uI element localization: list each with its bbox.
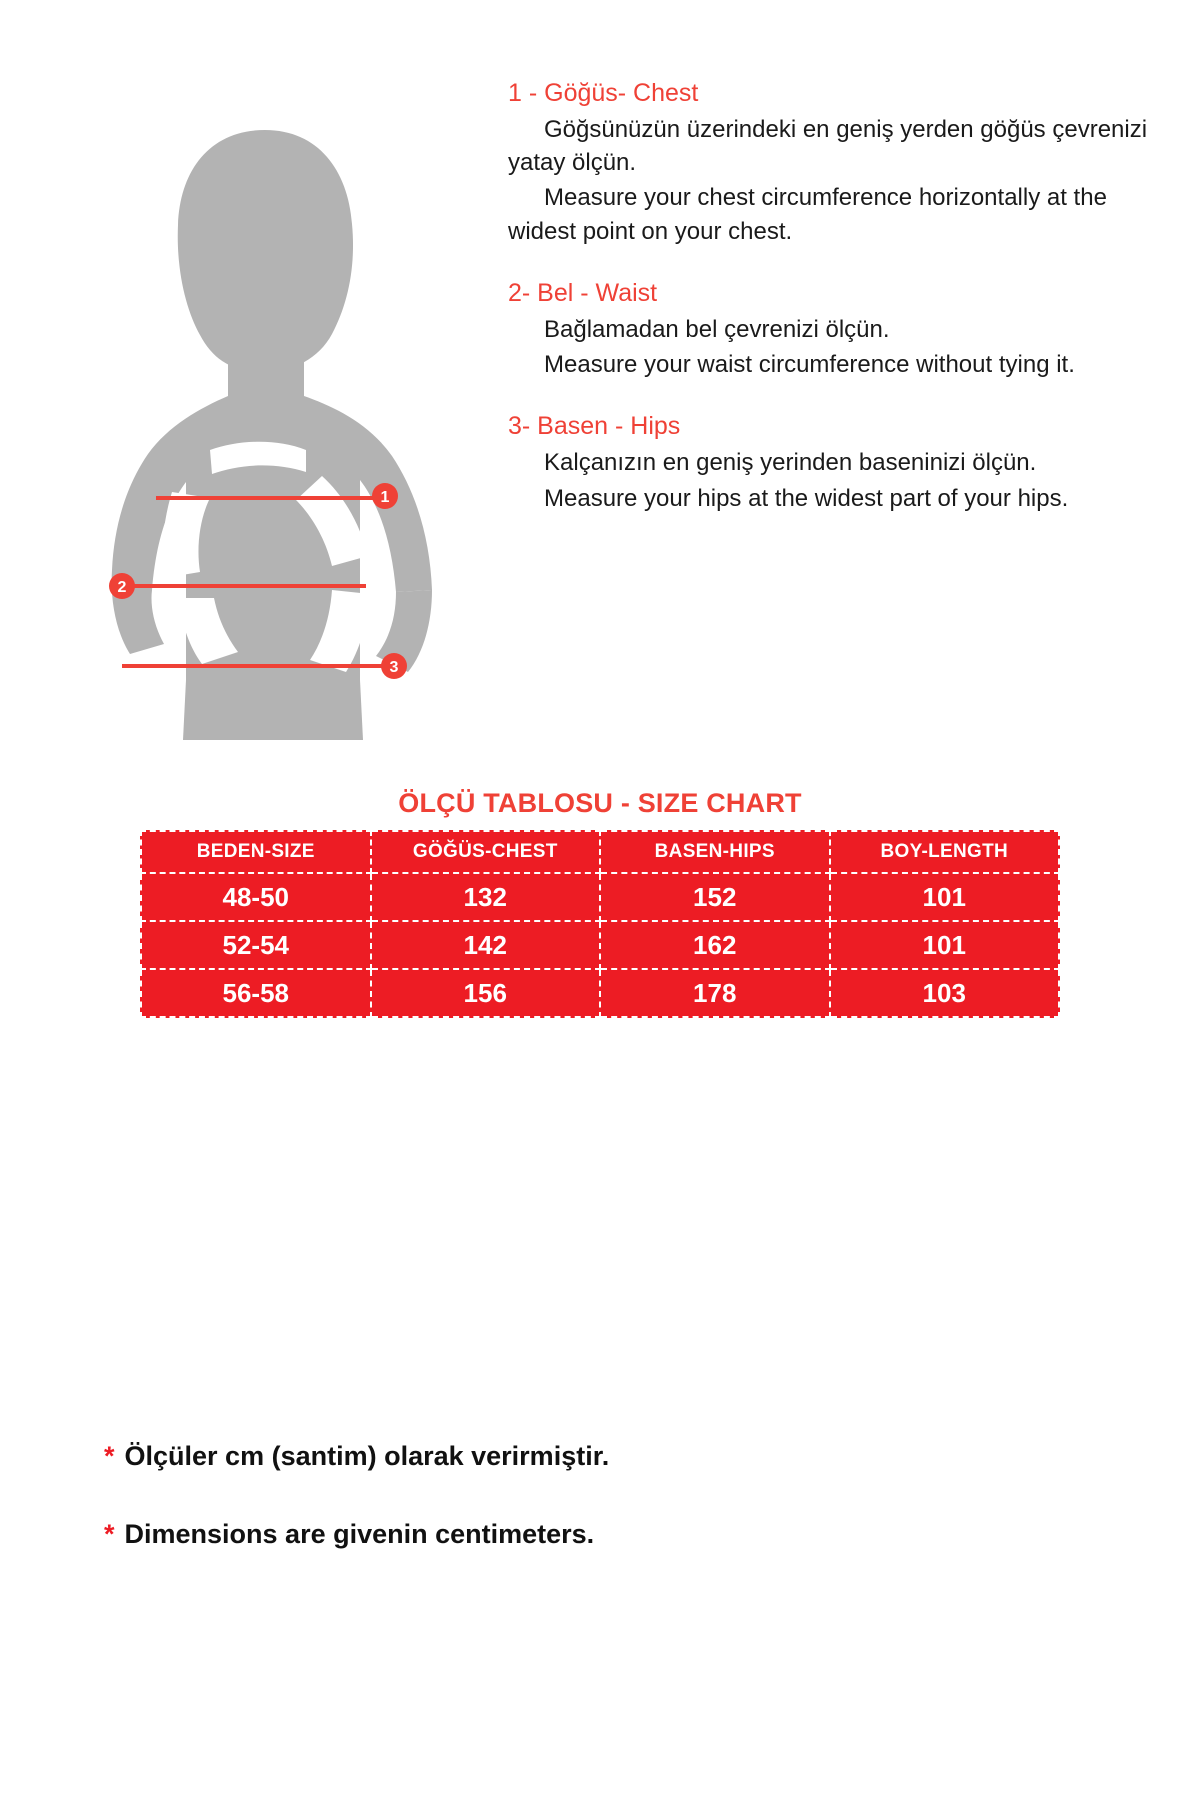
size-chart-table (140, 830, 1060, 1018)
instruction-block-waist (508, 278, 1158, 381)
instruction-text-waist-tr: Bağlamadan bel çevrenizi ölçün. (544, 315, 890, 343)
measurement-instructions (508, 78, 1158, 545)
cell-hips: 162 (600, 921, 830, 969)
cell-chest: 132 (371, 873, 601, 921)
instruction-text-chest-tr: Göğsünüzün üzerindeki en geniş yerden göğüs çevrenizi yatay ölçün. (508, 116, 1148, 177)
table-header-length: BOY-LENGTH (830, 831, 1060, 873)
cell-hips: 178 (600, 969, 830, 1017)
cell-chest: 142 (371, 921, 601, 969)
figure-marker-3 (381, 653, 407, 679)
instruction-title-hips: 3- Basen - Hips (508, 412, 681, 441)
footnote-en-text: Dimensions are givenin centimeters. (124, 1519, 595, 1550)
instruction-text-hips-tr: Kalçanızın en geniş yerinden baseninizi ölçün. (544, 449, 1037, 477)
cell-length: 101 (830, 873, 1060, 921)
table-row (141, 873, 1059, 921)
footnote-en (104, 1518, 1104, 1550)
instruction-text-hips-en: Measure your hips at the widest part of your hips. (544, 484, 1069, 512)
size-chart-title: ÖLÇÜ TABLOSU - SIZE CHART (398, 788, 802, 818)
cell-size: 48-50 (141, 873, 371, 921)
figure-marker-2 (109, 573, 135, 599)
footnote-tr-text: Ölçüler cm (santim) olarak verirmiştir. (124, 1441, 610, 1471)
asterisk-icon: * (104, 1519, 115, 1550)
asterisk-icon: * (104, 1441, 115, 1471)
instruction-block-chest (508, 78, 1158, 248)
cell-chest: 156 (371, 969, 601, 1017)
table-row (141, 969, 1059, 1017)
instruction-block-hips (508, 411, 1158, 514)
cell-size: 52-54 (141, 921, 371, 969)
instruction-title-waist: 2- Bel - Waist (508, 278, 658, 307)
table-row (141, 921, 1059, 969)
cell-hips: 152 (600, 873, 830, 921)
svg-text:3: 3 (389, 659, 399, 676)
instruction-title-chest: 1 - Göğüs- Chest (508, 79, 699, 107)
figure-marker-1 (372, 483, 398, 509)
table-header-chest: GÖĞÜS-CHEST (371, 831, 601, 873)
measurement-figure (60, 120, 480, 740)
svg-text:1: 1 (380, 489, 390, 506)
size-chart-table-wrapper (140, 830, 1060, 1018)
cell-size: 56-58 (141, 969, 371, 1017)
body-silhouette-icon (60, 120, 480, 740)
table-header-size: BEDEN-SIZE (141, 831, 371, 873)
instruction-text-waist-en: Measure your waist circumference without tying it. (544, 351, 1075, 379)
footnotes (104, 1440, 1104, 1597)
svg-text:2: 2 (117, 579, 127, 596)
cell-length: 101 (830, 921, 1060, 969)
instruction-text-chest-en: Measure your chest circumference horizontally at the widest point on your chest. (508, 184, 1107, 245)
cell-length: 103 (830, 969, 1060, 1017)
table-header-hips: BASEN-HIPS (600, 831, 830, 873)
footnote-tr (104, 1440, 1104, 1472)
table-header-row (141, 831, 1059, 873)
